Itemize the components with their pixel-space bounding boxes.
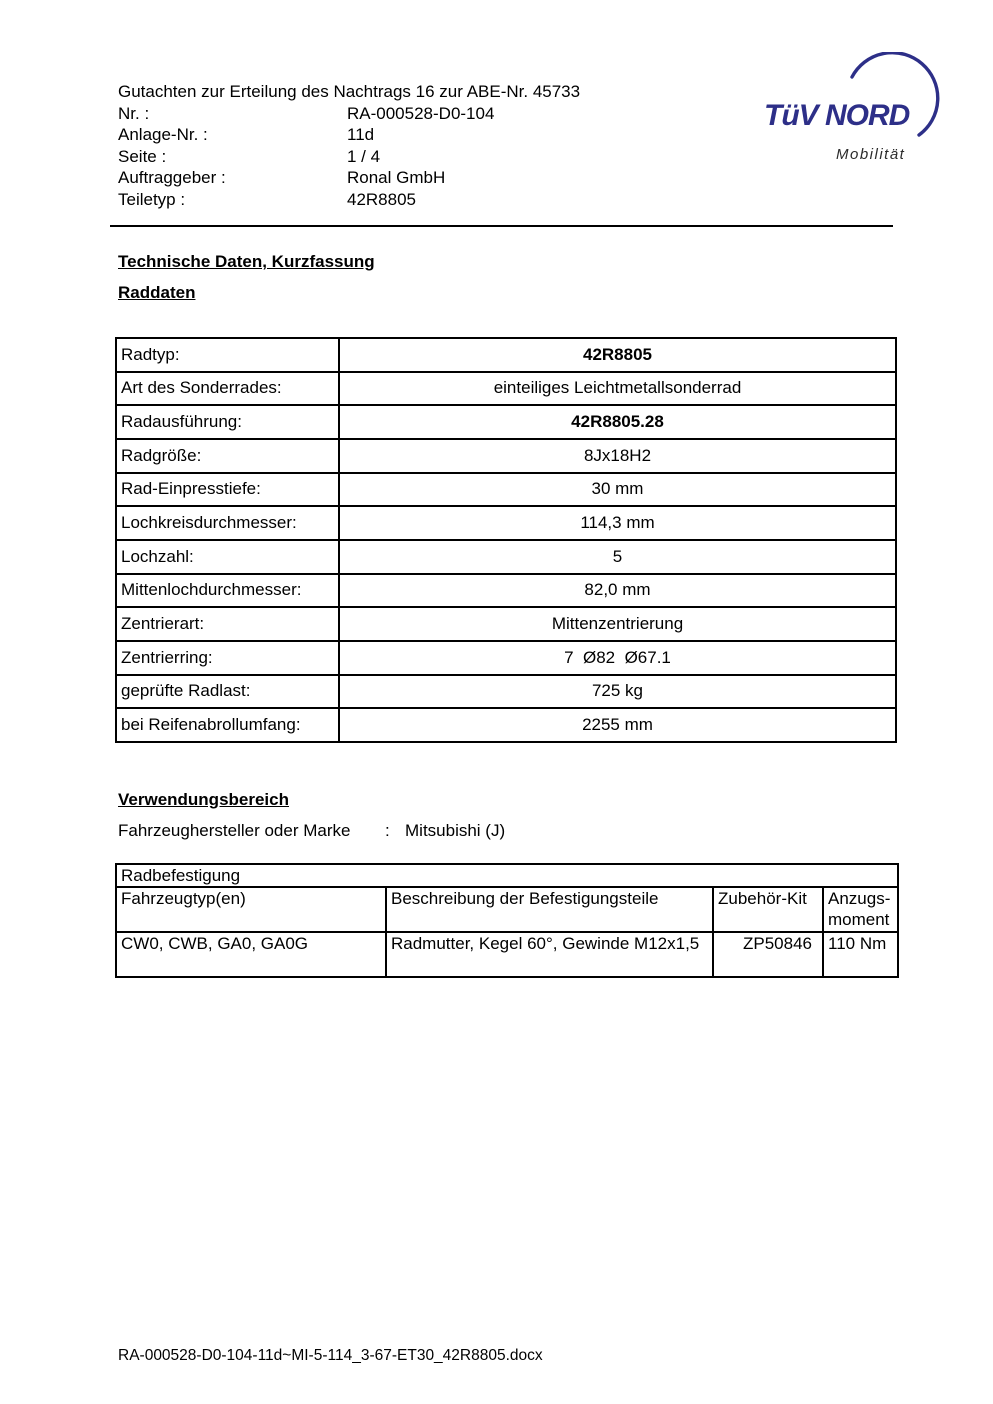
row-value: 725 kg <box>339 675 896 709</box>
row-label: Zentrierring: <box>116 641 339 675</box>
section-heading-technische-daten: Technische Daten, Kurzfassung <box>118 252 375 271</box>
hersteller-line <box>118 821 505 841</box>
row-label: Radgröße: <box>116 439 339 473</box>
cell-fahrzeugtyp: CW0, CWB, GA0, GA0G <box>116 932 386 977</box>
hersteller-value: Mitsubishi (J) <box>405 821 506 840</box>
row-value: 42R8805.28 <box>339 405 896 439</box>
cell-beschreibung: Radmutter, Kegel 60°, Gewinde M12x1,5 <box>386 932 713 977</box>
header-field-row <box>118 167 738 189</box>
field-value-auftraggeber: Ronal GmbH <box>347 168 446 187</box>
table-row <box>116 607 896 641</box>
row-value: 42R8805 <box>339 338 896 372</box>
cell-zubehoer-kit: ZP50846 <box>713 932 823 977</box>
table-row <box>116 338 896 372</box>
row-label: Lochkreisdurchmesser: <box>116 506 339 540</box>
row-value: 114,3 mm <box>339 506 896 540</box>
table-header-row <box>116 887 898 932</box>
row-value: Mittenzentrierung <box>339 607 896 641</box>
row-label: bei Reifenabrollumfang: <box>116 708 339 742</box>
table-row <box>116 540 896 574</box>
field-label-auftraggeber: Auftraggeber : <box>118 168 226 187</box>
table-title-row <box>116 864 898 887</box>
table-row <box>116 932 898 977</box>
header-field-row <box>118 189 738 211</box>
header-field-row <box>118 146 738 168</box>
field-label-anlage-nr: Anlage-Nr. : <box>118 125 208 144</box>
field-value-teiletyp: 42R8805 <box>347 189 417 209</box>
cell-anzugsmoment: 110 Nm <box>823 932 898 977</box>
row-label: Mittenlochdurchmesser: <box>116 574 339 608</box>
row-value: 8Jx18H2 <box>339 439 896 473</box>
field-label-teiletyp: Teiletyp : <box>118 189 186 209</box>
table-row <box>116 506 896 540</box>
footer-filename: RA-000528-D0-104-11d~MI-5-114_3-67-ET30_42R8805.docx <box>118 1347 543 1364</box>
header-field-row <box>118 103 738 125</box>
column-header-zubehoer-kit: Zubehör-Kit <box>713 887 823 932</box>
radbefestigung-table <box>115 863 899 978</box>
row-label: Zentrierart: <box>116 607 339 641</box>
table-row <box>116 372 896 406</box>
row-value: einteiliges Leichtmetallsonderrad <box>339 372 896 406</box>
section-heading-verwendungsbereich: Verwendungsbereich <box>118 790 289 809</box>
field-value-seite: 1 / 4 <box>347 146 381 166</box>
row-value: 30 mm <box>339 473 896 507</box>
field-label-seite: Seite : <box>118 146 167 166</box>
column-header-beschreibung: Beschreibung der Befestigungsteile <box>386 887 713 932</box>
table-title: Radbefestigung <box>116 864 898 887</box>
field-label-nr: Nr. : <box>118 103 150 123</box>
document-title: Gutachten zur Erteilung des Nachtrags 16 zur ABE-Nr. 45733 <box>118 82 581 101</box>
raddaten-table <box>115 337 897 743</box>
table-row <box>116 708 896 742</box>
row-value: 2255 mm <box>339 708 896 742</box>
table-row <box>116 641 896 675</box>
logo-subtitle-text: Mobilität <box>836 146 906 163</box>
row-value: 5 <box>339 540 896 574</box>
row-label: Radtyp: <box>116 338 339 372</box>
hersteller-colon: : <box>385 821 390 840</box>
header-field-row <box>118 124 738 146</box>
logo-brand-text: TüV NORD <box>764 99 910 132</box>
row-label: geprüfte Radlast: <box>116 675 339 709</box>
section-heading-raddaten: Raddaten <box>118 283 196 302</box>
document-header <box>118 81 738 210</box>
row-label: Lochzahl: <box>116 540 339 574</box>
header-divider <box>110 225 893 227</box>
table-row <box>116 439 896 473</box>
table-row <box>116 675 896 709</box>
field-value-anlage-nr: 11d <box>347 125 375 144</box>
row-label: Radausführung: <box>116 405 339 439</box>
table-row <box>116 473 896 507</box>
row-label: Art des Sonderrades: <box>116 372 339 406</box>
column-header-anzugsmoment: Anzugs-moment <box>823 887 898 932</box>
hersteller-label: Fahrzeughersteller oder Marke <box>118 821 351 840</box>
table-row <box>116 574 896 608</box>
row-label: Rad-Einpresstiefe: <box>116 473 339 507</box>
column-header-fahrzeugtyp: Fahrzeugtyp(en) <box>116 887 386 932</box>
table-row <box>116 405 896 439</box>
tuev-nord-logo <box>752 52 952 177</box>
row-value: 7 Ø82 Ø67.1 <box>339 641 896 675</box>
field-value-nr: RA-000528-D0-104 <box>347 103 495 123</box>
row-value: 82,0 mm <box>339 574 896 608</box>
